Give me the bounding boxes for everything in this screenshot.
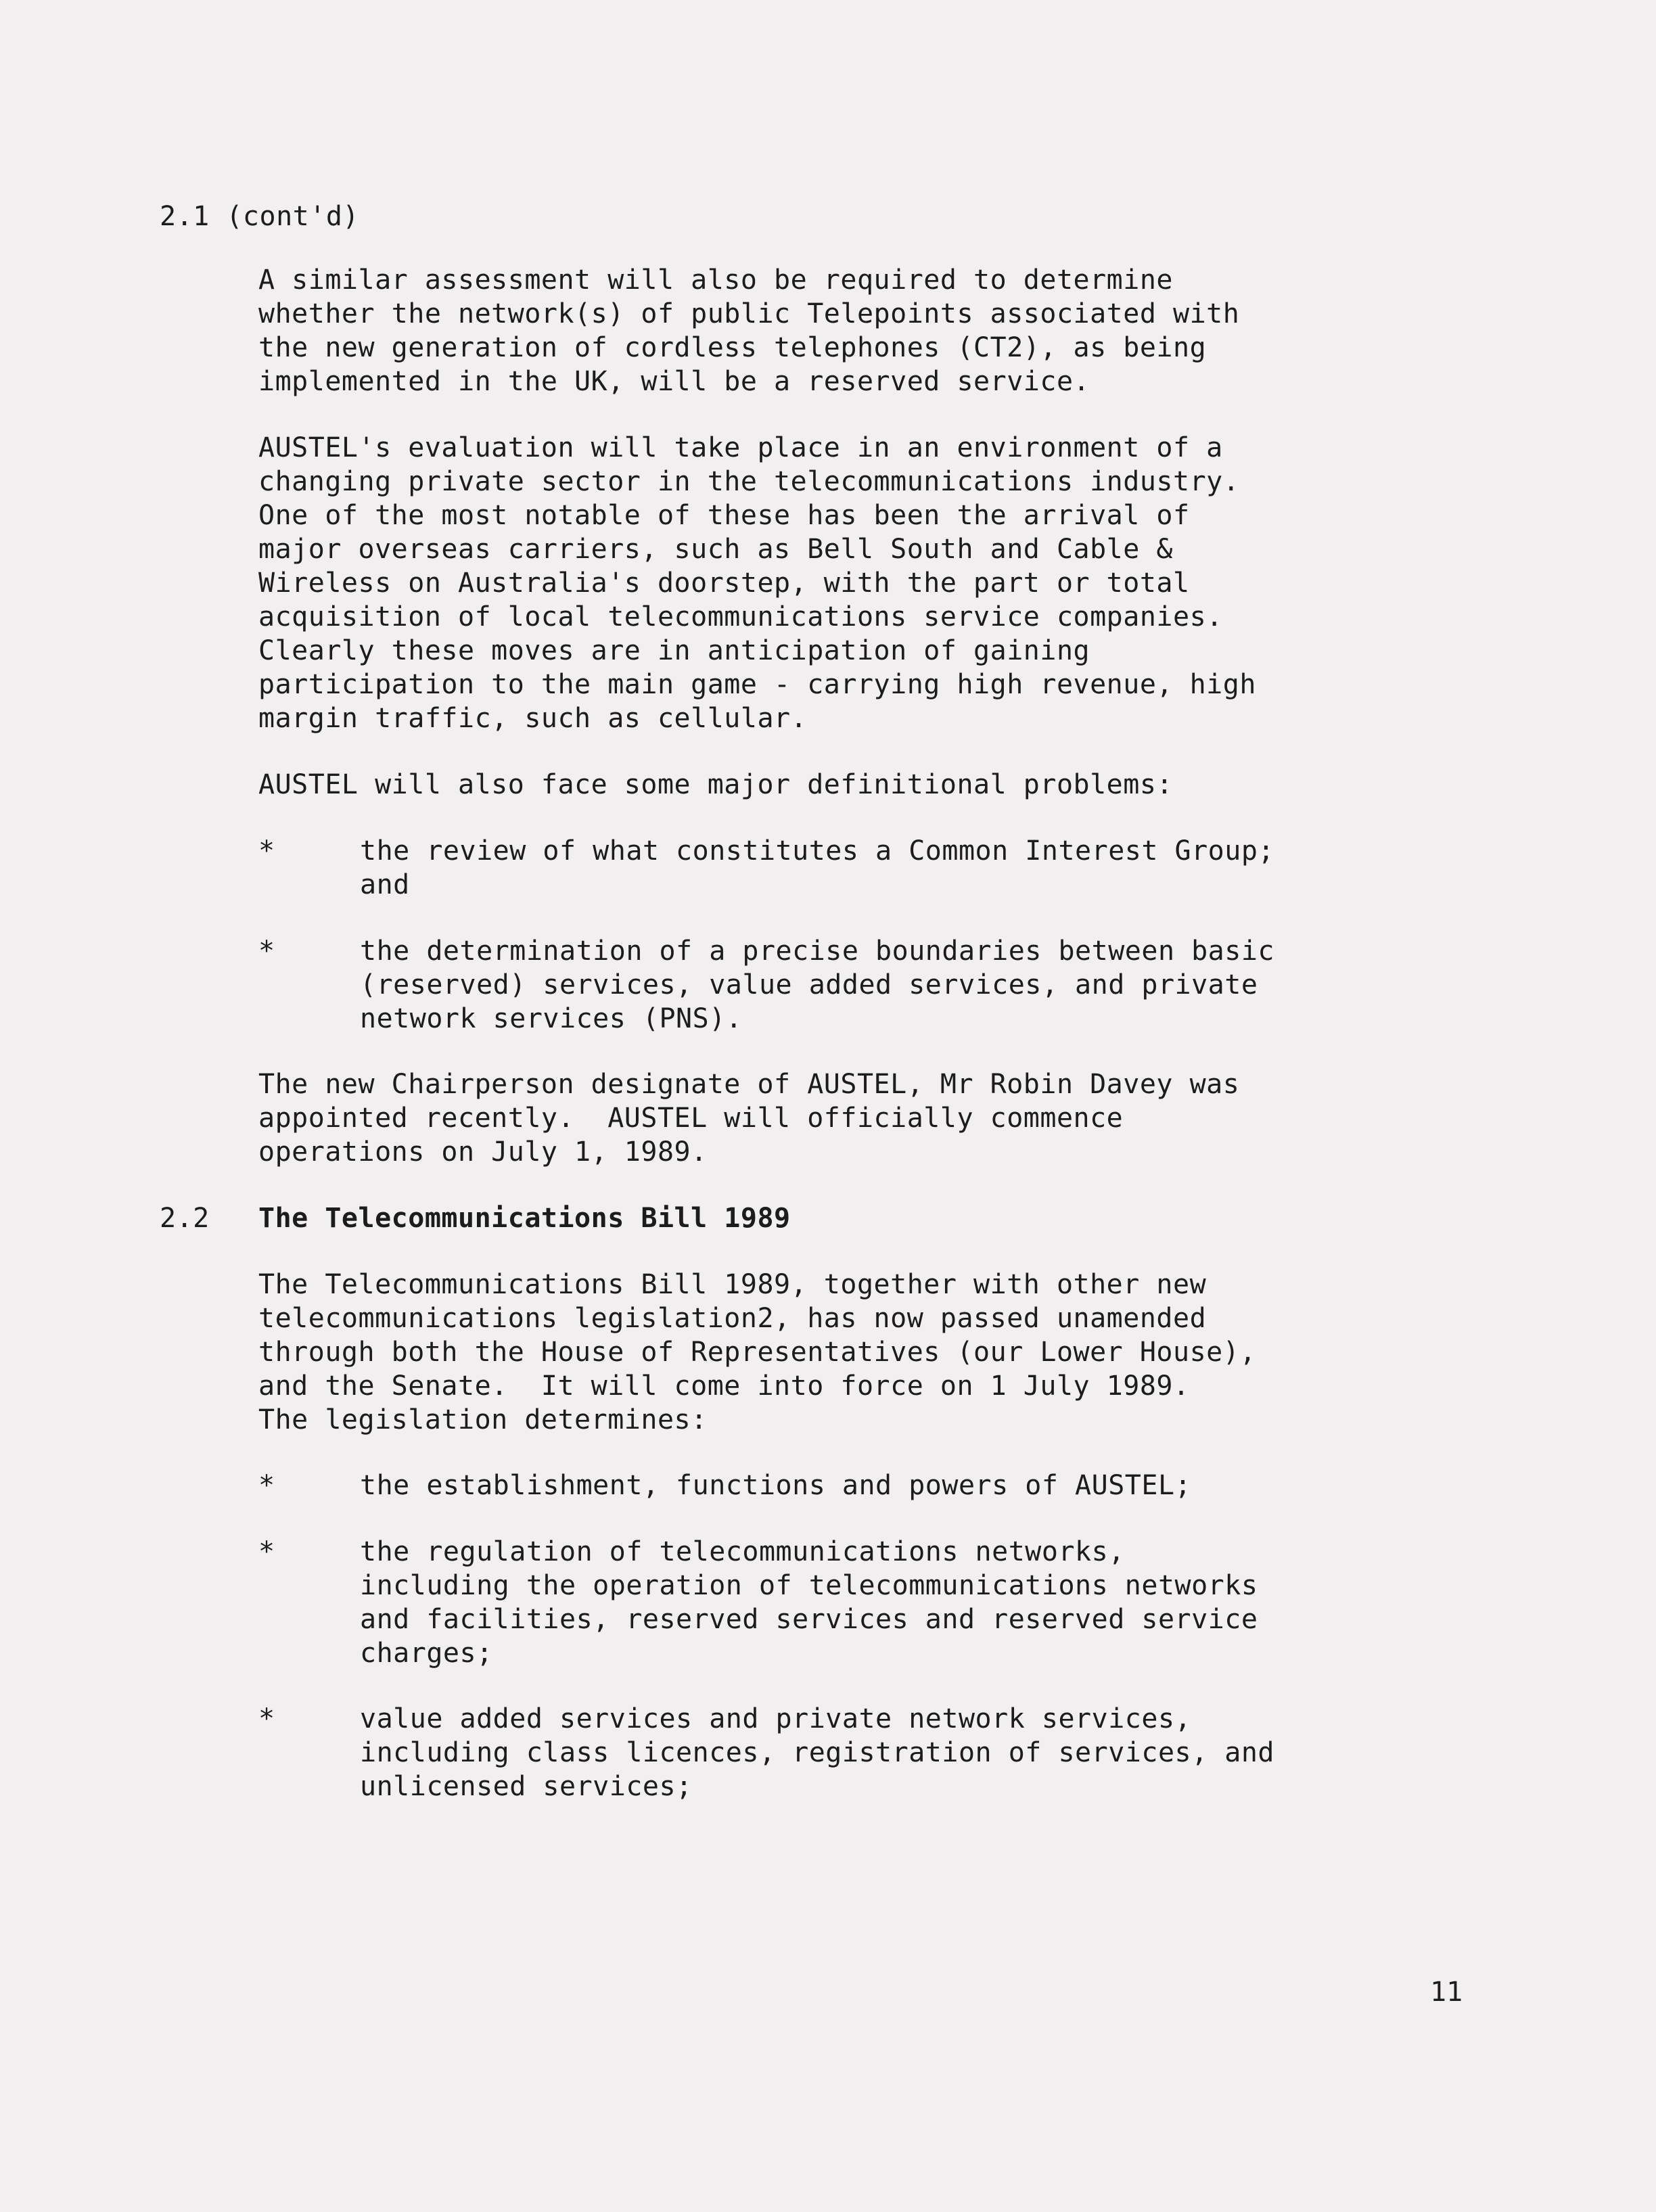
para5-line: telecommunications legislation2, has now passed unamended — [258, 1303, 1207, 1334]
para2-line: acquisition of local telecommunications service companies. — [258, 601, 1223, 632]
bullet-marker: * — [258, 835, 275, 867]
para1-line: the new generation of cordless telephones (CT2), as being — [258, 332, 1207, 363]
section-heading-cont: 2.1 (cont'd) — [160, 201, 359, 232]
para4-line: appointed recently. AUSTEL will officially commence — [258, 1103, 1124, 1134]
bullet-marker: * — [258, 1536, 275, 1567]
bullet-marker: * — [258, 936, 275, 967]
bullet-text: including the operation of telecommunications networks — [360, 1570, 1258, 1601]
para2-line: One of the most notable of these has been the arrival of — [258, 500, 1190, 531]
page-number: 11 — [1430, 1977, 1463, 2008]
para2-line: Wireless on Australia's doorstep, with the part or total — [258, 568, 1190, 599]
bullet-text: the determination of a precise boundaries between basic — [360, 936, 1275, 967]
bullet-text: unlicensed services; — [360, 1771, 693, 1802]
bullet-text: charges; — [360, 1638, 493, 1669]
section-title: The Telecommunications Bill 1989 — [258, 1203, 791, 1234]
bullet-text: including class licences, registration of services, and — [360, 1737, 1275, 1768]
bullet-text: (reserved) services, value added services, and private — [360, 969, 1258, 1000]
para5-line: The Telecommunications Bill 1989, together with other new — [258, 1269, 1207, 1300]
para4-line: operations on July 1, 1989. — [258, 1136, 708, 1168]
section-number: 2.2 — [160, 1203, 210, 1234]
bullet-marker: * — [258, 1470, 275, 1501]
para2-line: changing private sector in the telecommunications industry. — [258, 466, 1240, 497]
para1-line: whether the network(s) of public Telepoints associated with — [258, 298, 1240, 329]
bullet-text: and facilities, reserved services and reserved service — [360, 1604, 1258, 1635]
para5-line: and the Senate. It will come into force on 1 July 1989. — [258, 1370, 1190, 1402]
para1-line: implemented in the UK, will be a reserved service. — [258, 366, 1090, 397]
para3-line: AUSTEL will also face some major definitional problems: — [258, 769, 1174, 800]
para2-line: major overseas carriers, such as Bell South and Cable & — [258, 534, 1174, 565]
para2-line: margin traffic, such as cellular. — [258, 703, 808, 734]
bullet-text: the establishment, functions and powers of AUSTEL; — [360, 1470, 1192, 1501]
para2-line: Clearly these moves are in anticipation of gaining — [258, 635, 1090, 666]
bullet-text: network services (PNS). — [360, 1003, 743, 1034]
para5-line: The legislation determines: — [258, 1404, 708, 1435]
bullet-text: value added services and private network services, — [360, 1703, 1192, 1734]
bullet-text: the regulation of telecommunications networks, — [360, 1536, 1125, 1567]
para1-line: A similar assessment will also be required to determine — [258, 264, 1174, 296]
para5-line: through both the House of Representatives (our Lower House), — [258, 1337, 1256, 1368]
bullet-marker: * — [258, 1703, 275, 1734]
para2-line: AUSTEL's evaluation will take place in an environment of a — [258, 432, 1223, 463]
bullet-text: and — [360, 869, 410, 900]
bullet-text: the review of what constitutes a Common Interest Group; — [360, 835, 1275, 867]
para2-line: participation to the main game - carrying high revenue, high — [258, 669, 1256, 700]
para4-line: The new Chairperson designate of AUSTEL, Mr Robin Davey was — [258, 1069, 1240, 1100]
